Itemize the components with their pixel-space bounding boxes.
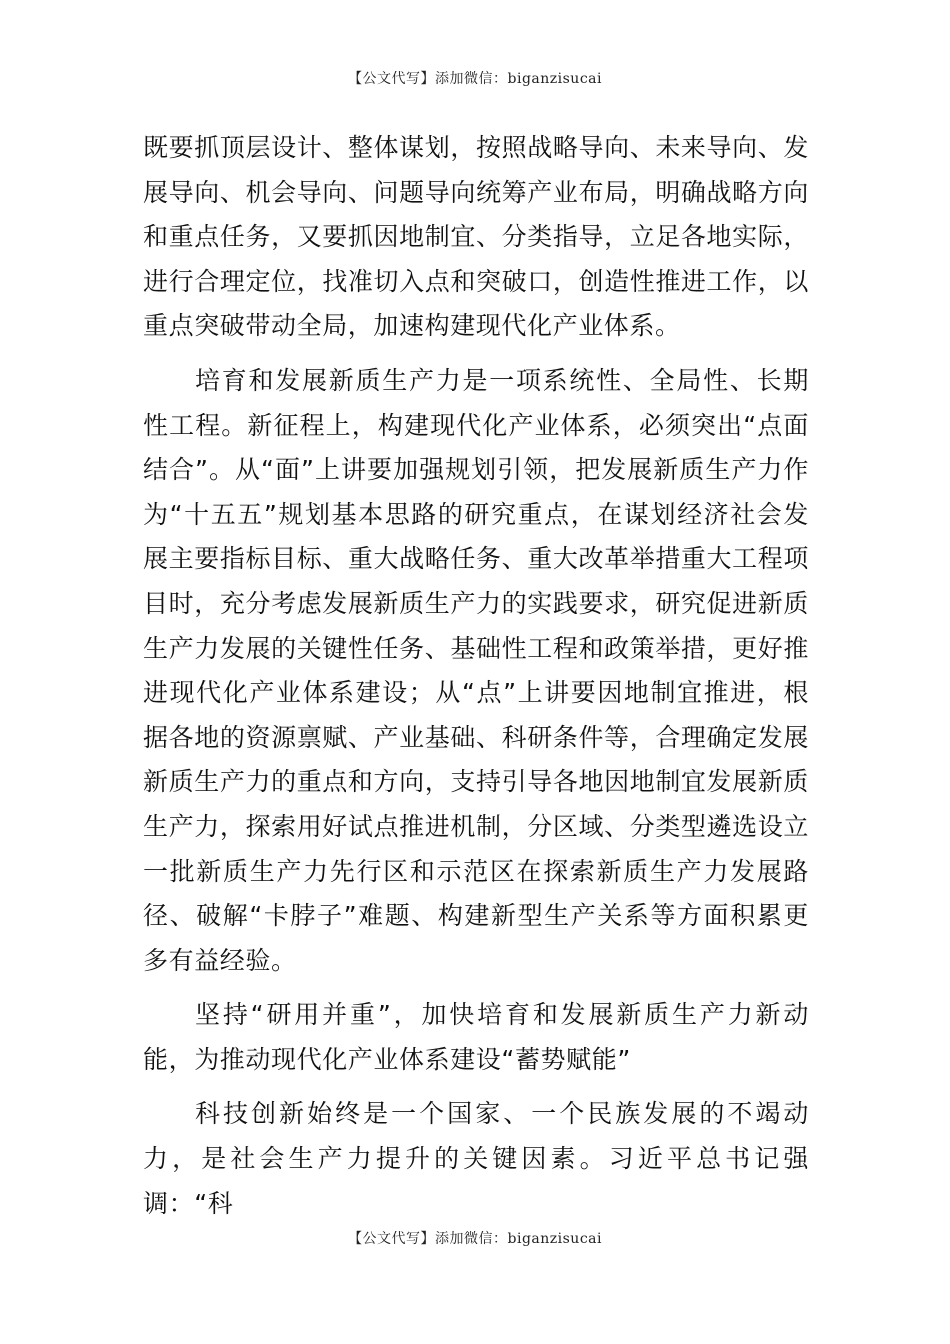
document-body xyxy=(143,126,809,1226)
paragraph-3-heading: 坚持“研用并重”，加快培育和发展新质生产力新动能，为推动现代化产业体系建设“蓄势赋能” xyxy=(143,1000,809,1074)
page-footer: 【公文代写】添加微信：biganzisucai xyxy=(348,1231,602,1247)
paragraph-4: 科技创新始终是一个国家、一个民族发展的不竭动力，是社会生产力提升的关键因素。习近平总书记强调：“科 xyxy=(143,1099,809,1218)
paragraph-2: 培育和发展新质生产力是一项系统性、全局性、长期性工程。新征程上，构建现代化产业体系，必须突出“点面结合”。从“面”上讲要加强规划引领，把发展新质生产力作为“十五五”规划基本思路的研究重点，在谋划经济社会发展主要指标目标、重大战略任务、重大改革举措重大工程项目时，充分考虑发展新质生产力的实践要求，研究促进新质生产力发展的关键性任务、基础性工程和政策举措，更好推进现代化产业体系建设；从“点”上讲要因地制宜推进，根据各地的资源禀赋、产业基础、科研条件等，合理确定发展新质生产力的重点和方向，支持引导各地因地制宜发展新质生产力，探索用好试点推进机制，分区域、分类型遴选设立一批新质生产力先行区和示范区在探索新质生产力发展路径、破解“卡脖子”难题、构建新型生产关系等方面积累更多有益经验。 xyxy=(143,365,809,975)
page-header: 【公文代写】添加微信：biganzisucai xyxy=(348,71,602,87)
paragraph-1: 既要抓顶层设计、整体谋划，按照战略导向、未来导向、发展导向、机会导向、问题导向统筹产业布局，明确战略方向和重点任务，又要抓因地制宜、分类指导，立足各地实际，进行合理定位，找准切入点和突破口，创造性推进工作，以重点突破带动全局，加速构建现代化产业体系。 xyxy=(143,133,809,341)
